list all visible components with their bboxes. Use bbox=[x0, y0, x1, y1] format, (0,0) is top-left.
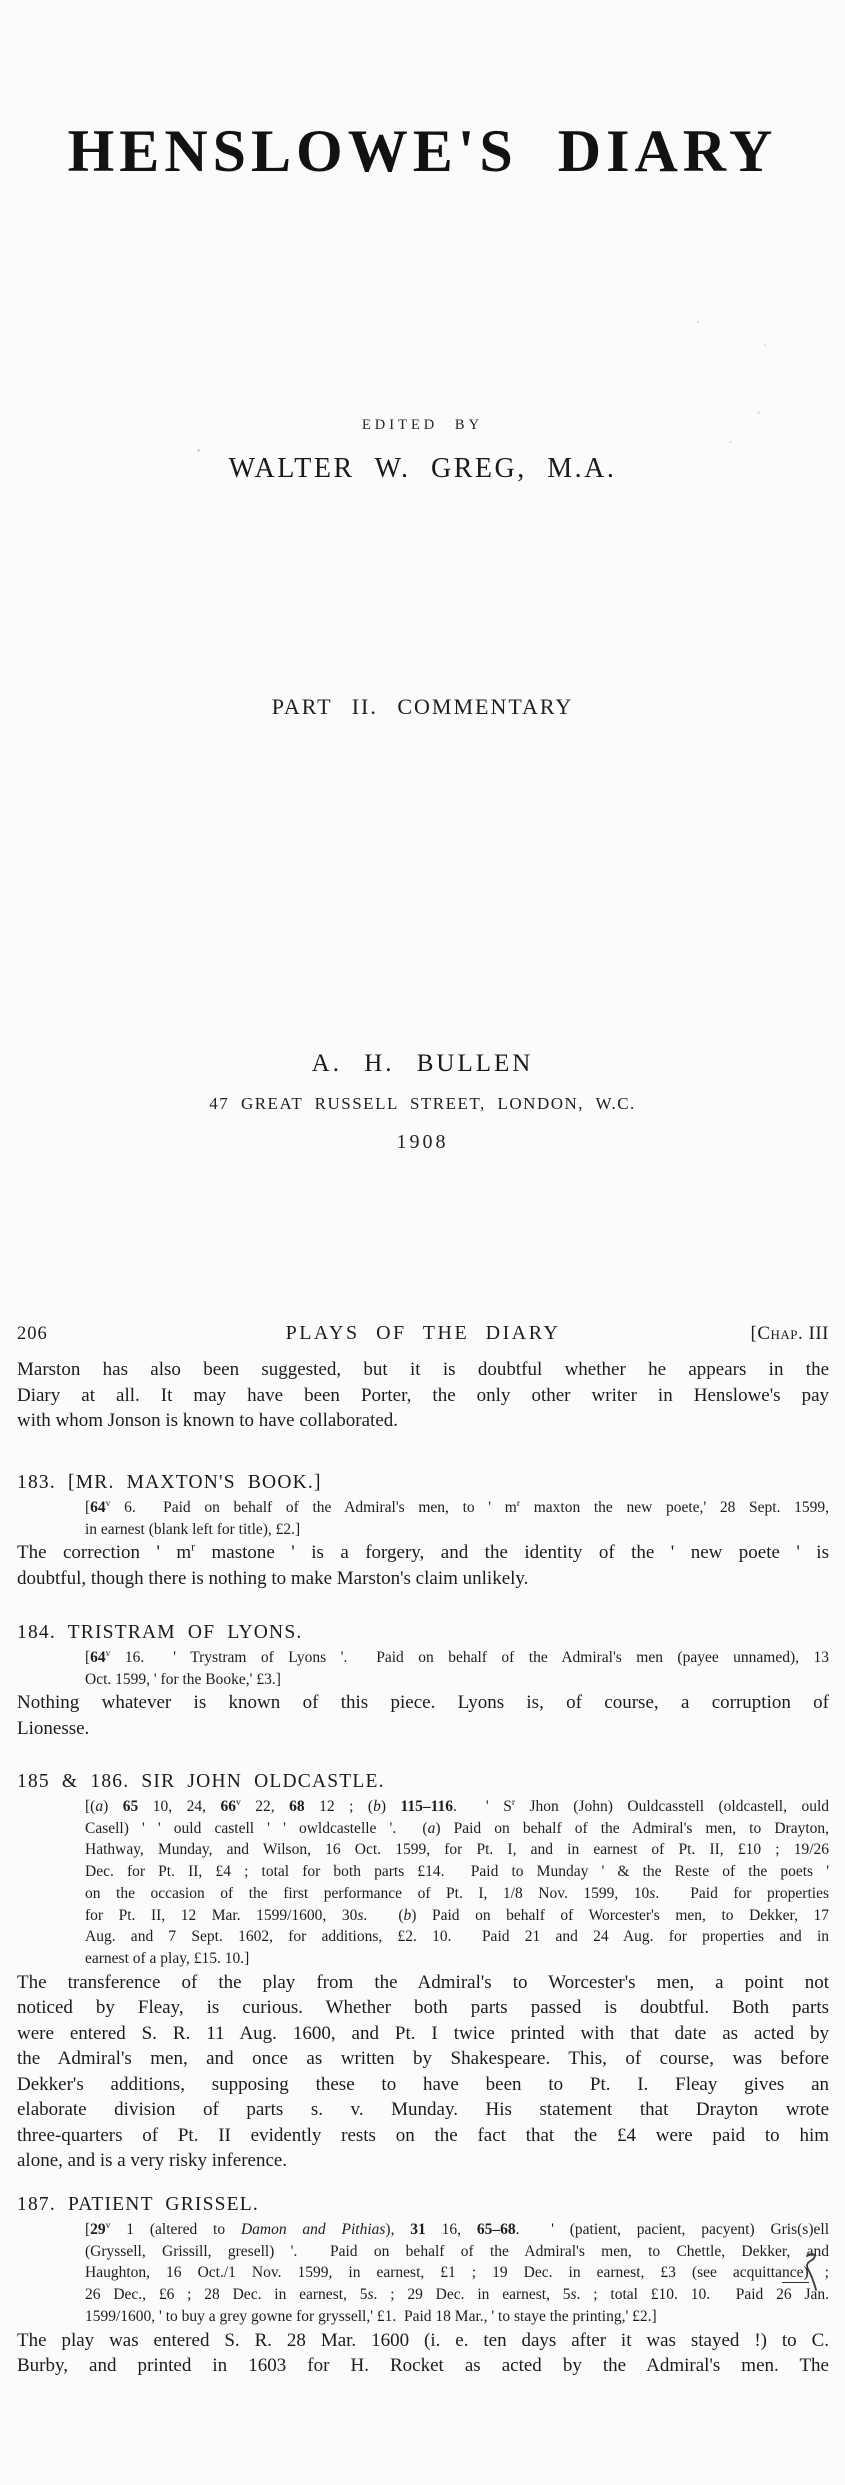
note-line: [64$^v$ 16. ' Trystram of Lyons '. Paid on behalf of the Admiral's men (payee unnamed), 13 bbox=[85, 1647, 829, 1666]
section-note bbox=[85, 1796, 829, 1970]
note-line: 1599/1600, ' to buy a grey gowne for gryssell,' £1. Paid 18 Mar., ' to staye the printing,' £2.] bbox=[85, 2307, 657, 2325]
note-line: Casell) ' ' ould castell ' ' owldcastelle '. (a) Paid on behalf of the Admiral's men, to Drayton, bbox=[85, 1819, 829, 1837]
text-line: The correction ' $m^r$ mastone ' is a forgery, and the identity of the ' new poete ' is bbox=[17, 1541, 829, 1564]
note-line: earnest of a play, £15. 10.] bbox=[85, 1949, 250, 1967]
section-heading: 183. [MR. MAXTON'S BOOK.] bbox=[17, 1472, 322, 1493]
note-line: [64$^v$ 6. Paid on behalf of the Admiral's men, to ' $m^r$ maxton the new poete,' 28 Sept. 1599, bbox=[85, 1497, 829, 1516]
section-183-mr-maxtons-book bbox=[17, 1470, 829, 1591]
section-184-tristram-of-lyons bbox=[17, 1620, 829, 1741]
text-line: The play was entered S. R. 28 Mar. 1600 (i. e. ten days after it was stayed !) to C. bbox=[17, 2329, 829, 2351]
text-line: Lionesse. bbox=[17, 1717, 90, 1739]
note-line: Dec. for Pt. II, £4 ; total for both parts £14. Paid to Munday ' & the Reste of the poets ' bbox=[85, 1863, 829, 1881]
section-heading: 187. PATIENT GRISSEL. bbox=[17, 2194, 259, 2215]
note-line: Haughton, 16 Oct./1 Nov. 1599, in earnest, £1 ; 19 Dec. in earnest, £3 (see acquittance) ; bbox=[85, 2264, 829, 2282]
text-line: Burby, and printed in 1603 for H. Rocket as acted by the Admiral's men. The bbox=[17, 2355, 829, 2377]
note-line: 26 Dec., £6 ; 28 Dec. in earnest, 5s. ; 29 Dec. in earnest, 5s. ; total £10. 10. Paid 26 Jan. bbox=[85, 2286, 829, 2304]
book-title: HENSLOWE'S DIARY bbox=[67, 118, 778, 184]
section-body bbox=[17, 1540, 829, 1591]
part-title: PART II. COMMENTARY bbox=[271, 694, 574, 719]
text-line: with whom Jonson is known to have collaborated. bbox=[17, 1410, 399, 1431]
text-line: were entered S. R. 11 Aug. 1600, and Pt. I twice printed with that date as acted by bbox=[17, 2022, 829, 2044]
publisher-address: 47 GREAT RUSSELL STREET, LONDON, W.C. bbox=[209, 1094, 636, 1113]
text-line: Dekker's additions, supposing these to have been to Pt. I. Fleay gives an bbox=[17, 2073, 829, 2095]
text-line: Diary at all. It may have been Porter, the only other writer in Henslowe's pay bbox=[17, 1384, 829, 1406]
section-body bbox=[17, 2328, 829, 2379]
text-line: Marston has also been suggested, but it is doubtful whether he appears in the bbox=[17, 1359, 829, 1380]
paper-speck bbox=[697, 321, 699, 323]
note-line: Oct. 1599, ' for the Booke,' £3.] bbox=[85, 1670, 281, 1688]
note-line: Aug. and 7 Sept. 1602, for additions, £2. 10. Paid 21 and 24 Aug. for properties and in bbox=[85, 1928, 829, 1946]
text-line: The transference of the play from the Admiral's to Worcester's men, a point not bbox=[17, 1971, 829, 1993]
paper-speck bbox=[197, 449, 200, 452]
section-187-patient-grissel bbox=[17, 2192, 829, 2379]
note-line: Hathway, Munday, and Wilson, 16 Oct. 1599, for Pt. I, and in earnest of Pt. II, £10 ; 19/26 bbox=[85, 1841, 829, 1859]
section-note bbox=[85, 2219, 829, 2328]
section-heading: 185 & 186. SIR JOHN OLDCASTLE. bbox=[17, 1771, 385, 1792]
text-line: three-quarters of Pt. II evidently rests on the fact that the £4 were paid to him bbox=[17, 2124, 829, 2146]
chapter-reference: [Chap. III bbox=[750, 1323, 829, 1344]
section-note bbox=[85, 1497, 829, 1540]
intro-paragraph bbox=[17, 1357, 829, 1434]
publication-year: 1908 bbox=[396, 1131, 449, 1153]
text-line: elaborate division of parts s. v. Munday. His statement that Drayton wrote bbox=[17, 2099, 829, 2121]
section-body bbox=[17, 1970, 829, 2174]
note-line: in earnest (blank left for title), £2.] bbox=[85, 1520, 301, 1538]
publisher-name: A. H. BULLEN bbox=[311, 1050, 534, 1077]
note-line: on the occasion of the first performance of Pt. I, 1/8 Nov. 1599, 10s. Paid for properties bbox=[85, 1884, 829, 1902]
edited-by-label: EDITED BY bbox=[361, 417, 484, 433]
editor-name: WALTER W. GREG, M.A. bbox=[228, 453, 617, 484]
text-line: alone, and is a very risky inference. bbox=[17, 2150, 288, 2172]
note-line: (Gryssell, Grissill, gresell) '. Paid on behalf of the Admiral's men, to Chettle, Dekker, and bbox=[85, 2242, 829, 2260]
note-line: for Pt. II, 12 Mar. 1599/1600, 30s. (b) Paid on behalf of Worcester's men, to Dekker, 17 bbox=[85, 1906, 829, 1924]
running-title: PLAYS OF THE DIARY bbox=[285, 1322, 561, 1344]
section-185-186-sir-john-oldcastle bbox=[17, 1769, 829, 2174]
running-head bbox=[17, 1322, 829, 1345]
page-number: 206 bbox=[17, 1324, 48, 1344]
paper-speck bbox=[764, 344, 766, 346]
section-heading: 184. TRISTRAM OF LYONS. bbox=[17, 1622, 303, 1643]
text-line: the Admiral's men, and once as written by Shakespeare. This, of course, was before bbox=[17, 2048, 829, 2070]
paper-speck bbox=[757, 411, 760, 414]
section-note bbox=[85, 1647, 829, 1690]
section-body bbox=[17, 1690, 829, 1741]
text-line: doubtful, though there is nothing to make Marston's claim unlikely. bbox=[17, 1567, 529, 1589]
pencil-squiggle-annotation bbox=[794, 2252, 824, 2294]
text-line: Nothing whatever is known of this piece. Lyons is, of course, a corruption of bbox=[17, 1692, 829, 1714]
text-line: noticed by Fleay, is curious. Whether both parts passed is doubtful. Both parts bbox=[17, 1997, 829, 2019]
note-line: [(a) 65 10, 24, 66$^v$ 22, 68 12 ; (b) 115–116. ' $S^r$ Jhon (John) Ouldcasstell (oldcastell, ould bbox=[85, 1796, 829, 1815]
note-line: [29$^v$ 1 (altered to Damon and Pithias), 31 16, 65–68. ' (patient, pacient, pacyent) Gris(s)ell bbox=[85, 2219, 829, 2238]
paper-speck bbox=[729, 441, 732, 443]
